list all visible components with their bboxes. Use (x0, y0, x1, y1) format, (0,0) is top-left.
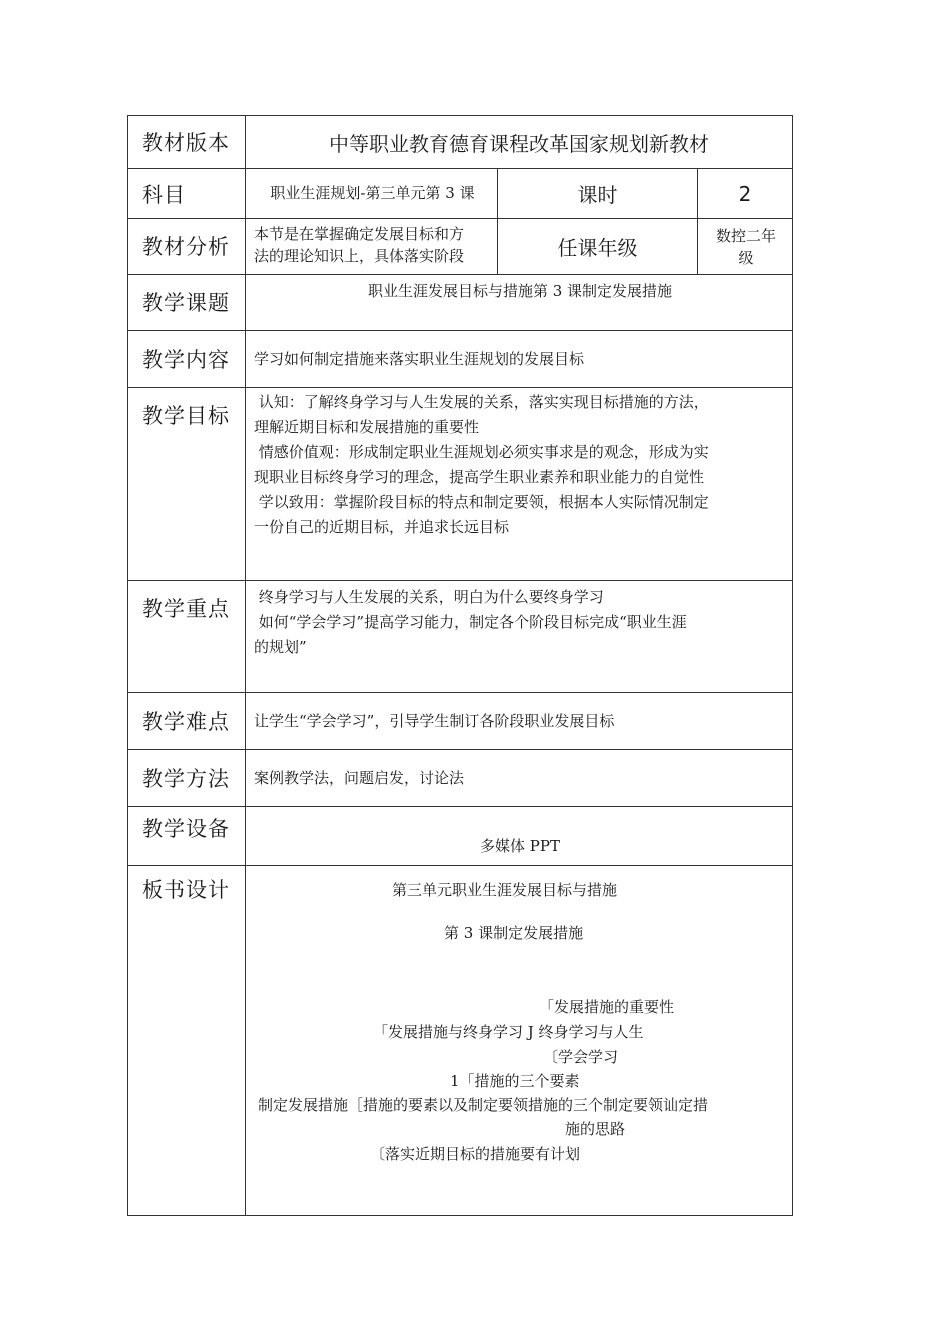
row-difficulty (128, 693, 793, 750)
board-subtitle: 第 3 课制定发展措施 (444, 924, 584, 942)
board-line: 「发展措施的重要性 (539, 998, 675, 1016)
objectives-line: 情感价值观：形成制定职业生涯规划必须实事求是的观念，形成为实 (254, 443, 709, 461)
objectives-line: 现职业目标终身学习的理念，提高学生职业素养和职业能力的自觉性 (254, 468, 705, 486)
content-label: 教学内容 (128, 331, 246, 388)
keypoints-line: 的规划” (254, 638, 307, 656)
row-analysis (128, 219, 793, 275)
grade-line: 级 (738, 249, 754, 267)
topic-value: 职业生涯发展目标与措施第 3 课制定发展措施 (246, 275, 793, 331)
grade-value (698, 219, 793, 275)
keypoints-value (246, 581, 793, 693)
hours-value: 2 (698, 169, 793, 219)
board-label: 板书设计 (128, 866, 246, 1216)
subject-label: 科目 (128, 169, 246, 219)
board-line: 〔落实近期目标的措施要有计划 (370, 1145, 581, 1163)
board-canvas (246, 866, 792, 1214)
method-label: 教学方法 (128, 750, 246, 807)
objectives-line: 一份自己的近期目标，并追求长远目标 (254, 518, 510, 536)
keypoints-label: 教学重点 (128, 581, 246, 693)
row-board (128, 866, 793, 1216)
objectives-line: 理解近期目标和发展措施的重要性 (254, 418, 480, 436)
keypoints-line: 如何“学会学习”提高学习能力，制定各个阶段目标完成“职业生涯 (254, 613, 687, 631)
difficulty-label: 教学难点 (128, 693, 246, 750)
analysis-line: 本节是在掌握确定发展目标和方 (254, 225, 465, 243)
board-title: 第三单元职业生涯发展目标与措施 (392, 881, 618, 899)
subject-value: 职业生涯规划-第三单元第 3 课 (246, 169, 498, 219)
row-equipment (128, 807, 793, 866)
topic-label: 教学课题 (128, 275, 246, 331)
keypoints-line: 终身学习与人生发展的关系，明白为什么要终身学习 (254, 588, 604, 606)
lesson-plan-table (127, 115, 793, 1216)
row-method (128, 750, 793, 807)
analysis-value (246, 219, 498, 275)
analysis-line: 法的理论知识上，具体落实阶段 (254, 247, 465, 265)
row-content (128, 331, 793, 388)
hours-label: 课时 (498, 169, 698, 219)
row-subject (128, 169, 793, 219)
objectives-line: 学以致用：掌握阶段目标的特点和制定要领，根据本人实际情况制定 (254, 493, 709, 511)
objectives-line: 认知：了解终身学习与人生发展的关系，落实实现目标措施的方法， (254, 393, 709, 411)
analysis-label: 教材分析 (128, 219, 246, 275)
row-version (128, 116, 793, 169)
grade-line: 数控二年 (715, 227, 776, 245)
content-value: 学习如何制定措施来落实职业生涯规划的发展目标 (246, 331, 793, 388)
grade-label: 任课年级 (498, 219, 698, 275)
version-label: 教材版本 (128, 116, 246, 169)
board-line: 制定发展措施［措施的要素以及制定要领措施的三个制定要领讪定措 (258, 1096, 709, 1114)
board-line: 施的思路 (565, 1120, 626, 1138)
difficulty-value: 让学生“学会学习”，引导学生制订各阶段职业发展目标 (246, 693, 793, 750)
row-keypoints (128, 581, 793, 693)
objectives-value (246, 388, 793, 581)
equipment-value: 多媒体 PPT (246, 807, 793, 866)
board-line: 「发展措施与终身学习 J 终身学习与人生 (373, 1023, 644, 1041)
equipment-label: 教学设备 (128, 807, 246, 866)
row-objectives (128, 388, 793, 581)
version-value: 中等职业教育德育课程改革国家规划新教材 (246, 116, 793, 169)
board-line: 〔学会学习 (543, 1048, 619, 1066)
board-design (246, 866, 793, 1216)
board-line: 1「措施的三个要素 (450, 1072, 580, 1090)
row-topic (128, 275, 793, 331)
objectives-label: 教学目标 (128, 388, 246, 581)
method-value: 案例教学法，问题启发，讨论法 (246, 750, 793, 807)
